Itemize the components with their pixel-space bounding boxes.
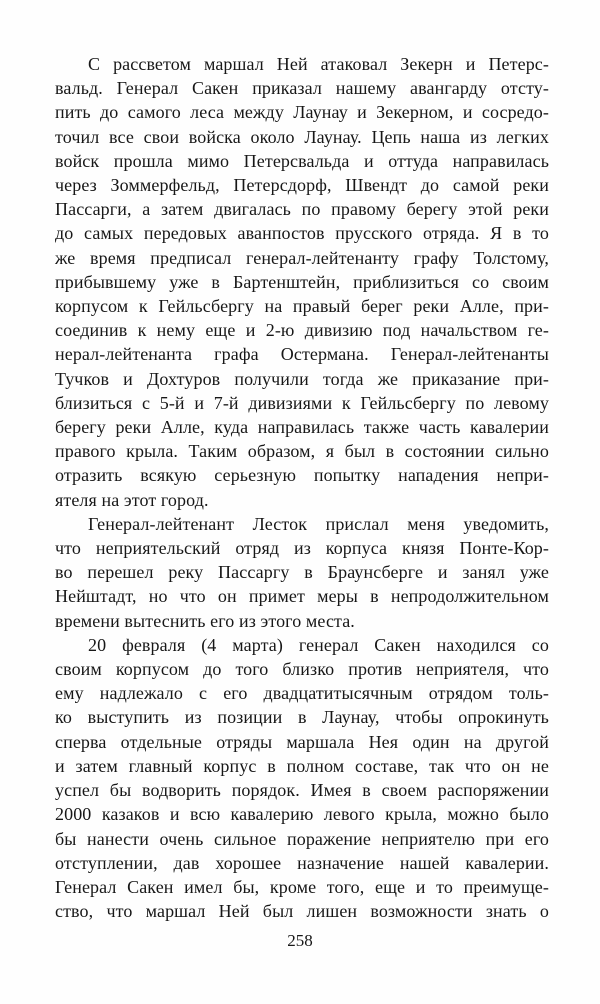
text-line: С рассветом маршал Ней атаковал Зекерн и Петерс- [88, 54, 549, 74]
text-line: ему надлежало с его двадцатитысячным отрядом толь- [55, 683, 549, 704]
page-number: 258 [287, 931, 313, 950]
paragraph-3 [55, 633, 549, 923]
text-line: ко выступить из позиции в Лаунау, чтобы опрокинуть [55, 707, 549, 728]
paragraph-2 [55, 512, 549, 633]
text-line: отступлении, дав хорошее назначение нашей кавалерии. [55, 852, 549, 873]
text-line: берегу реки Алле, куда направилась также часть кавалерии [55, 417, 549, 438]
text-line: и затем главный корпус в полном составе, так что он не [55, 755, 549, 776]
text-line: Генерал Сакен имел бы, кроме того, еще и то преимуще- [55, 876, 549, 897]
text-line: войск прошла мимо Петерсвальда и оттуда направилась [55, 150, 549, 171]
text-line: пить до самого леса между Лаунау и Зекерном, и сосредо- [55, 102, 549, 123]
text-line: вальд. Генерал Сакен приказал нашему авангарду отсту- [55, 78, 549, 99]
text-line: через Зоммерфельд, Петерсдорф, Швендт до самой реки [55, 175, 549, 196]
text-line: во перешел реку Пассаргу в Браунсберге и занял уже [55, 562, 549, 583]
text-line: прибывшему уже в Бартенштейн, приблизиться со своим [55, 271, 549, 292]
text-line: успел бы водворить порядок. Имея в своем распоряжении [55, 780, 549, 801]
text-line: до самых передовых аванпостов прусского отряда. Я в то [55, 223, 549, 244]
text-line: Пассарги, а затем двигалась по правому берегу этой реки [55, 199, 549, 220]
text-line: Генерал-лейтенант Лесток прислал меня уведомить, [88, 513, 549, 534]
text-line: близиться с 5-й и 7-й дивизиями к Гейльсбергу по левому [55, 392, 549, 413]
paragraph-1 [55, 52, 549, 512]
text-line: правого крыла. Таким образом, я был в состоянии сильно [55, 441, 549, 462]
text-line: Нейштадт, но что он примет меры в непродолжительном [55, 586, 549, 607]
text-line: бы нанести очень сильное поражение неприятелю при его [55, 828, 549, 849]
text-line: 20 февраля (4 марта) генерал Сакен находился со [88, 634, 549, 655]
text-line: Тучков и Дохтуров получили тогда же приказание при- [55, 368, 549, 389]
text-line: что неприятельский отряд из корпуса князя Понте-Кор- [55, 538, 549, 559]
text-line: 2000 казаков и всю кавалерию левого крыла, можно было [55, 804, 549, 825]
text-line: соединив к нему еще и 2-ю дивизию под начальством ге- [55, 320, 549, 341]
text-line: сперва отдельные отряды маршала Нея один на другой [55, 731, 549, 752]
text-line: ство, что маршал Ней был лишен возможности знать о [55, 901, 549, 922]
text-line: же время предписал генерал-лейтенанту графу Толстому, [55, 247, 549, 268]
text-line: нерал-лейтенанта графа Остермана. Генерал-лейтенанты [55, 344, 549, 365]
text-line: корпусом к Гейльсбергу на правый берег реки Алле, при- [55, 296, 549, 317]
text-line: времени вытеснить его из этого места. [55, 610, 355, 631]
text-line: отразить всякую серьезную попытку нападения непри- [55, 465, 549, 486]
page-text [55, 52, 549, 923]
text-line: точил все свои войска около Лаунау. Цепь наша из легких [55, 126, 549, 147]
text-line: своим корпусом до того близко против неприятеля, что [55, 659, 549, 680]
text-line: ятеля на этот город. [55, 489, 209, 510]
